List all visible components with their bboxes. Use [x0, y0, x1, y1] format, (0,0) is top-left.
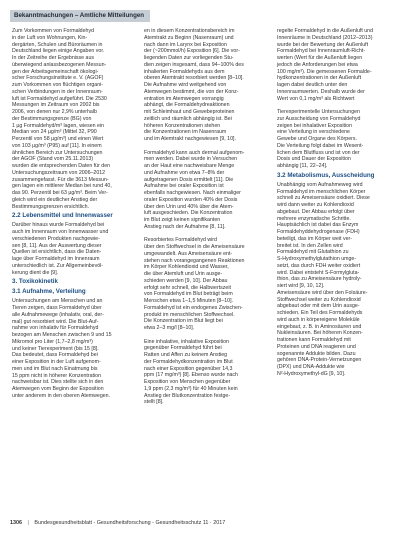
text-line: werten (Wert für die Außenluft liegen: [277, 55, 363, 61]
text-line: Quellen ist ersichtlich, dass die Daten-: [12, 249, 102, 256]
text-line: der Bestimmungsgrenze (BG) von: [12, 115, 92, 122]
text-line: zeigen bei inhalativer Exposition: [277, 122, 353, 129]
text-line: verschiedenen Produkten nachgewie-: [12, 235, 100, 242]
text-line: lichen dem Blutfluss und ist von der: [277, 149, 360, 156]
text-line: 15 ppm nicht in höherer Konzentration: [12, 372, 102, 379]
text-line: breitet ist. In den Zellen wird: [277, 242, 343, 249]
text-line: ähnlichen Bereich zur Untersuchungen: [12, 149, 103, 156]
text-line: über den Stoffwechsel in die Ameisensäure: [144, 244, 245, 250]
text-line: Die Konzentration im Blut liegt bei: [144, 318, 223, 325]
paragraph: [12, 298, 130, 399]
text-line: Tierexperimentelle Untersuchungen: [277, 109, 360, 115]
text-line: Median von 24 µg/m³ (Mittel 32, P90: [12, 129, 97, 136]
text-line: Untersuchungen am Menschen und an: [12, 298, 103, 305]
paragraph: [277, 182, 395, 378]
paragraph: [277, 109, 395, 170]
text-line: men werden. Dabei wurde in Versuchen: [144, 156, 238, 163]
text-line: aufgetragenen Dosis ermittelt [11]. Die: [144, 176, 234, 183]
running-header: [10, 10, 403, 22]
text-line: unter anderem in den oberen Atemwegen.: [12, 392, 111, 399]
footer-separator: |: [27, 520, 29, 526]
text-line: das 90. Perzentil bei 63 µg/m³. Beim Ver-: [12, 190, 108, 196]
journal-citation: Bundesgesundheitsblatt - Gesundheitsforschung - Gesundheitsschutz 11 · 2017: [34, 520, 226, 526]
text-column-2: [144, 28, 262, 498]
text-line: abgebaut oder mit dem Urin ausge-: [277, 303, 360, 310]
text-line: liegenden Daten zur vorliegenden Stu-: [144, 55, 234, 61]
text-line: gen lagen ein mittlerer Median bei rund 40,: [12, 183, 112, 190]
paragraph: [144, 28, 262, 143]
text-line: oberen Atemtrakt resorbiert werden [8–10].: [144, 75, 244, 82]
text-line: Formaldehyddehydrogenase (FDH): [277, 229, 360, 235]
text-line: sogenannte Addukte bilden. Dazu: [277, 350, 356, 357]
text-line: Aufnahme bei oraler Exposition ist: [144, 183, 224, 190]
text-line: gleich wird ein deutlicher Anstieg der: [12, 196, 98, 203]
text-line: der AGÖF (Stand vom 25.11.2013): [12, 156, 94, 163]
text-line: produkt im menschlichen Stoffwechsel.: [144, 311, 235, 318]
text-line: dien zeigen insgesamt, dass 94–100% des: [144, 61, 244, 68]
text-line: zur Ausscheidung von Formaldehyd: [277, 115, 361, 122]
text-line: Stoffwechsel weiter zu Kohlendioxid: [277, 296, 361, 303]
text-line: schen Verbindungen in der Innenraum-: [12, 88, 103, 95]
text-line: und Aufnahme von etwa 7–8% der: [144, 169, 225, 176]
paragraph-spacer: [144, 143, 262, 150]
text-line: Formaldehyd mit Glutathion zu: [277, 249, 349, 256]
text-line: 1,9 ppm (2,3 mg/m³) für 40 Minuten kein: [144, 385, 238, 392]
paragraph-spacer: [277, 102, 395, 109]
text-line: alle Aufnahmewege (inhalativ, oral, der-: [12, 311, 104, 318]
text-line: eine Verteilung in verschiedene: [277, 129, 350, 136]
paragraph: [144, 237, 262, 332]
text-line: die Konzentrationen im Nasenraum: [144, 129, 227, 136]
section-heading: 2.2 Lebensmittel und Innenwasser: [12, 212, 113, 220]
text-line: bezogen am Menschen zwischen 9 und 15: [12, 332, 112, 338]
text-line: Proteinen und DNA reagieren und: [277, 343, 356, 350]
paragraph-spacer: [144, 231, 262, 238]
text-line: In der Zeitreihe der Ergebnisse aus: [12, 55, 95, 61]
text-line: gen der Arbeitsgemeinschaft ökologi-: [12, 68, 99, 75]
text-line: abhängig [11, 22–24].: [277, 163, 328, 169]
text-line: Messungen im Zeitraum von 2002 bis: [12, 102, 100, 109]
paragraph: [12, 28, 130, 210]
text-line: stehen nach vorangegangenen Reaktionen: [144, 257, 245, 264]
text-line: (DPX) und DNA-Addukte wie: [277, 364, 345, 370]
text-line: hydkonzentrationen in der Außenluft: [277, 75, 362, 82]
text-line: von Formaldehyd im Blut beträgt beim: [144, 291, 233, 298]
text-line: wird auch in körpereigene Moleküle: [277, 316, 360, 323]
text-line: umgewandelt. Aus Ameisensäure ent-: [144, 250, 233, 257]
text-line: Perzentil von 58 µg/m³) und einen Wert: [12, 136, 104, 142]
text-line: Anstieg nach der Aufnahme [8, 11].: [144, 223, 226, 230]
text-line: Unabhängig vom Aufnahmeweg wird: [277, 181, 363, 188]
text-line: abgebaut. Der Abbau erfolgt über: [277, 208, 355, 215]
text-line: nach einer Exposition gegenüber 14,3: [144, 365, 233, 372]
text-line: ebenfalls nachgewiesen. Nach einmaliger: [144, 190, 241, 196]
text-line: Die Verteilung folgt dabei im Wesent-: [277, 142, 364, 149]
text-line: luft ist Formaldehyd aufgeführt. Die 2530: [12, 95, 107, 102]
text-column-3: [277, 28, 395, 498]
text-line: oraler Exposition wurden 40% der Dosis: [144, 196, 238, 203]
text-line: Formaldehyd im menschlichen Körper: [277, 188, 366, 195]
text-column-1: [12, 28, 130, 498]
text-line: im Blut zeigt keinen signifikanten: [144, 217, 221, 223]
text-line: ppm (17 mg/m³) [8]. Ebenso wurde nach: [144, 372, 238, 379]
paragraph: [277, 28, 395, 102]
text-line: Eine inhalative, inhalative Exposition: [144, 338, 229, 345]
text-line: Formaldehyd bei Innenraumluft-Richt-: [277, 48, 366, 55]
text-line: siert wird [9, 10, 12].: [277, 283, 325, 289]
text-line: der (~200mmol/h) Exposition [6]. Die vor-: [144, 48, 240, 55]
text-line: wird. Dabei entsteht S-Formylgluta-: [277, 269, 360, 276]
text-line: wurde bei der Bewertung der Außenluft: [277, 41, 369, 48]
text-line: Nukleinsäuren. Bei höheren Konzen-: [277, 330, 363, 337]
text-line: der Formaldehydkonzentration im Blut: [144, 358, 233, 365]
text-line: entration im Atemwegen vorrangig: [144, 95, 224, 102]
text-line: mit Schleimhaut und Gewebeproteinen: [144, 109, 235, 115]
text-line: und keiner Tierexperiment (bis 15 [8].: [12, 345, 99, 352]
section-heading: 3. Toxikokinetik: [12, 278, 58, 286]
text-line: 2006, von denen nur 2,9% unterhalb: [12, 109, 97, 115]
text-line: unterschiedlich ist. Zur Allgemeinbevöl-: [12, 262, 104, 269]
text-line: in der Luft von Wohnungen, Kin-: [12, 34, 88, 41]
section-heading: 3.2 Metabolismus, Ausscheidung: [277, 171, 375, 179]
text-line: an der Haut eine nachweisbare Menge: [144, 163, 235, 169]
text-line: Atemwegen bestimmt, die von der Konz-: [144, 88, 239, 95]
text-line: Innenraumwerten. Deshalb wurde der: [277, 88, 365, 95]
text-line: S-Hydroxymethylglutathion umge-: [277, 256, 357, 262]
text-line: lage über Formaldehyd im Innenraum: [12, 256, 100, 262]
text-line: trationen kann Formaldehyd mit: [277, 337, 351, 343]
text-line: schieden werden [9, 10]. Der Abbau: [144, 277, 228, 284]
text-line: mehrere enzymatische Schritte.: [277, 215, 351, 222]
text-line: Das bedeutet, dass Formaldehyd bei: [12, 352, 98, 359]
section-header-label: Bekanntmachungen – Amtliche Mitteilungen: [10, 10, 150, 22]
text-line: Ameisensäure wird über den Folsäure-: [277, 289, 368, 296]
text-line: men und im Blut nach Einatmung bis: [12, 365, 98, 372]
text-line: etwa 2–3 mg/l [8–10].: [144, 325, 195, 331]
text-line: Formaldehyd kann auch dermal aufgenom-: [144, 149, 245, 156]
text-line: Atemwegen vom Beginn der Exposition: [12, 386, 104, 392]
text-line: nahme von inhalativ für Formaldehyd: [12, 325, 99, 332]
text-line: eingebaut, z. B. in Aminosäuren und: [277, 323, 362, 330]
text-line: nach dann im Larynx bei Exposition: [144, 41, 227, 48]
section-heading: 3.1 Aufnahme, Verteilung: [12, 288, 86, 296]
text-line: Resorbiertes Formaldehyd wird: [144, 237, 217, 244]
text-line: mal) gut resorbiert wird. Die Blut-Auf-: [12, 318, 99, 325]
text-line: gegenüber Formaldehyd führt bei: [144, 345, 222, 352]
text-line: von 103 µg/m³ (P95) auf [11]. In einem: [12, 142, 102, 149]
text-line: jedoch die Anforderungen bei etwa: [277, 61, 358, 68]
text-line: über den Urin und 40% über die Atem-: [144, 203, 234, 210]
text-line: Gewebe und Organe des Körpers.: [277, 136, 357, 142]
text-line: wurden die entsprechenden Daten für den: [12, 163, 111, 169]
text-line: schieden. Ein Teil des Formaldehyds: [277, 310, 363, 316]
paragraph: [144, 150, 262, 231]
text-line: scher Forschungsinstitute e. V. (AGÖF): [12, 75, 104, 82]
text-line: schnell zu Ameisensäure oxidiert. Diese: [277, 195, 370, 202]
text-line: en in diesem Konzentrationsbereich im: [144, 28, 235, 34]
text-line: Hauptsächlich ist dabei das Enzym: [277, 222, 359, 229]
text-line: im Körper Kohlendioxid und Wasser,: [144, 264, 229, 271]
text-line: dergärten, Schulen und Büroräumen in: [12, 41, 103, 48]
text-line: luft ausgeschieden. Die Konzentration: [144, 210, 233, 217]
text-line: Die Aufnahme wird weitgehend von: [144, 82, 227, 88]
page-footer: [10, 518, 403, 528]
text-line: Zum Vorkommen von Formaldehyd: [12, 28, 94, 34]
text-line: höheren Konzentrationen stehen: [144, 122, 221, 129]
text-line: Bestimmungsgrenzen ersichtlich.: [12, 203, 90, 210]
text-line: regelte Formaldehyd in die Außenluft und: [277, 28, 374, 34]
text-line: wird dann weiter zu Kohlendioxid: [277, 202, 354, 208]
text-line: die über Atemluft und Urin ausge-: [144, 271, 223, 277]
text-line: gehören DNA-Protein-Vernetzungen: [277, 357, 362, 364]
text-line: N²-Hydroxymethyl-dG [9, 10].: [277, 370, 346, 377]
text-line: 100 mg/m³). Die gemessenen Formalde-: [277, 68, 372, 75]
text-line: erfolgt sehr schnell, die Halbwertszeit: [144, 284, 231, 291]
paragraph: [12, 222, 130, 276]
text-line: abhängt, die Formaldehydreaktionen: [144, 102, 230, 109]
text-line: 1 µg Formaldehyd/m³ lagen, wiesen ein: [12, 122, 105, 129]
text-line: Innenräume in Deutschland (2012–2013): [277, 34, 373, 41]
text-line: inhalierten Formaldehyds aus dem: [144, 68, 225, 75]
text-line: stellt [8].: [144, 399, 164, 406]
text-line: Mikromol pro Liter (1,7–2,8 mg/m³): [12, 338, 93, 345]
text-line: Tieren zeigen, dass Formaldehyd über: [12, 305, 102, 311]
text-line: kerung dient die [9].: [12, 269, 59, 276]
text-line: auch im Innenraum von Innenwasser und: [12, 229, 109, 235]
text-line: Untersuchungszeitraum von 2006–2012: [12, 169, 106, 176]
text-line: setzt, das durch FDH weiter oxidiert: [277, 262, 361, 269]
text-line: thion, das zu Ameisensäure hydroly-: [277, 276, 362, 283]
paragraph: [144, 339, 262, 407]
text-line: Ratten und Affen zu keinem Anstieg: [144, 352, 228, 358]
text-line: Exposition von Menschen gegenüber: [144, 379, 231, 385]
paragraph-spacer: [144, 332, 262, 339]
text-line: Wert von 0,1 mg/m³ als Richtwert: [277, 95, 355, 102]
text-line: beteiligt, das im Körper weit ver-: [277, 235, 352, 242]
text-line: zum Vorkommen von flüchtigen organi-: [12, 82, 104, 88]
text-line: Darüber hinaus wurde Formaldehyd bei: [12, 222, 105, 229]
text-line: Atemtrakt zu Beginn (Nasenraum) und: [144, 34, 234, 41]
text-line: Anstieg der Blutkonzentration festge-: [144, 392, 231, 399]
text-line: zeitlich und räumlich abhängig ist. Bei: [144, 115, 232, 122]
text-line: Dosis und Dauer der Exposition: [277, 156, 351, 163]
text-line: überwiegend anlassbezogenen Messun-: [12, 61, 107, 68]
text-line: einer Exposition in der Luft aufgenom-: [12, 359, 101, 365]
article-body: [12, 28, 403, 498]
page-number: 1306: [10, 520, 22, 526]
text-line: Menschen etwa 1–1,5 Minuten [8–10].: [144, 298, 234, 304]
text-line: Formaldehyd ist ein endogenes Zwischen-: [144, 304, 243, 311]
text-line: sen [8, 11]. Aus der Auswertung dieser: [12, 242, 102, 249]
text-line: Deutschland liegen einige Angaben vor.: [12, 48, 105, 55]
text-line: lagen dabei deutlich unter den: [277, 82, 348, 88]
text-line: zusammengefasst. Für die 3613 Messun-: [12, 176, 109, 183]
text-line: und im Atemtrakt nachgewiesen [9, 10].: [144, 136, 236, 142]
text-line: nachweisbar ist. Dies stellte sich in den: [12, 379, 104, 386]
